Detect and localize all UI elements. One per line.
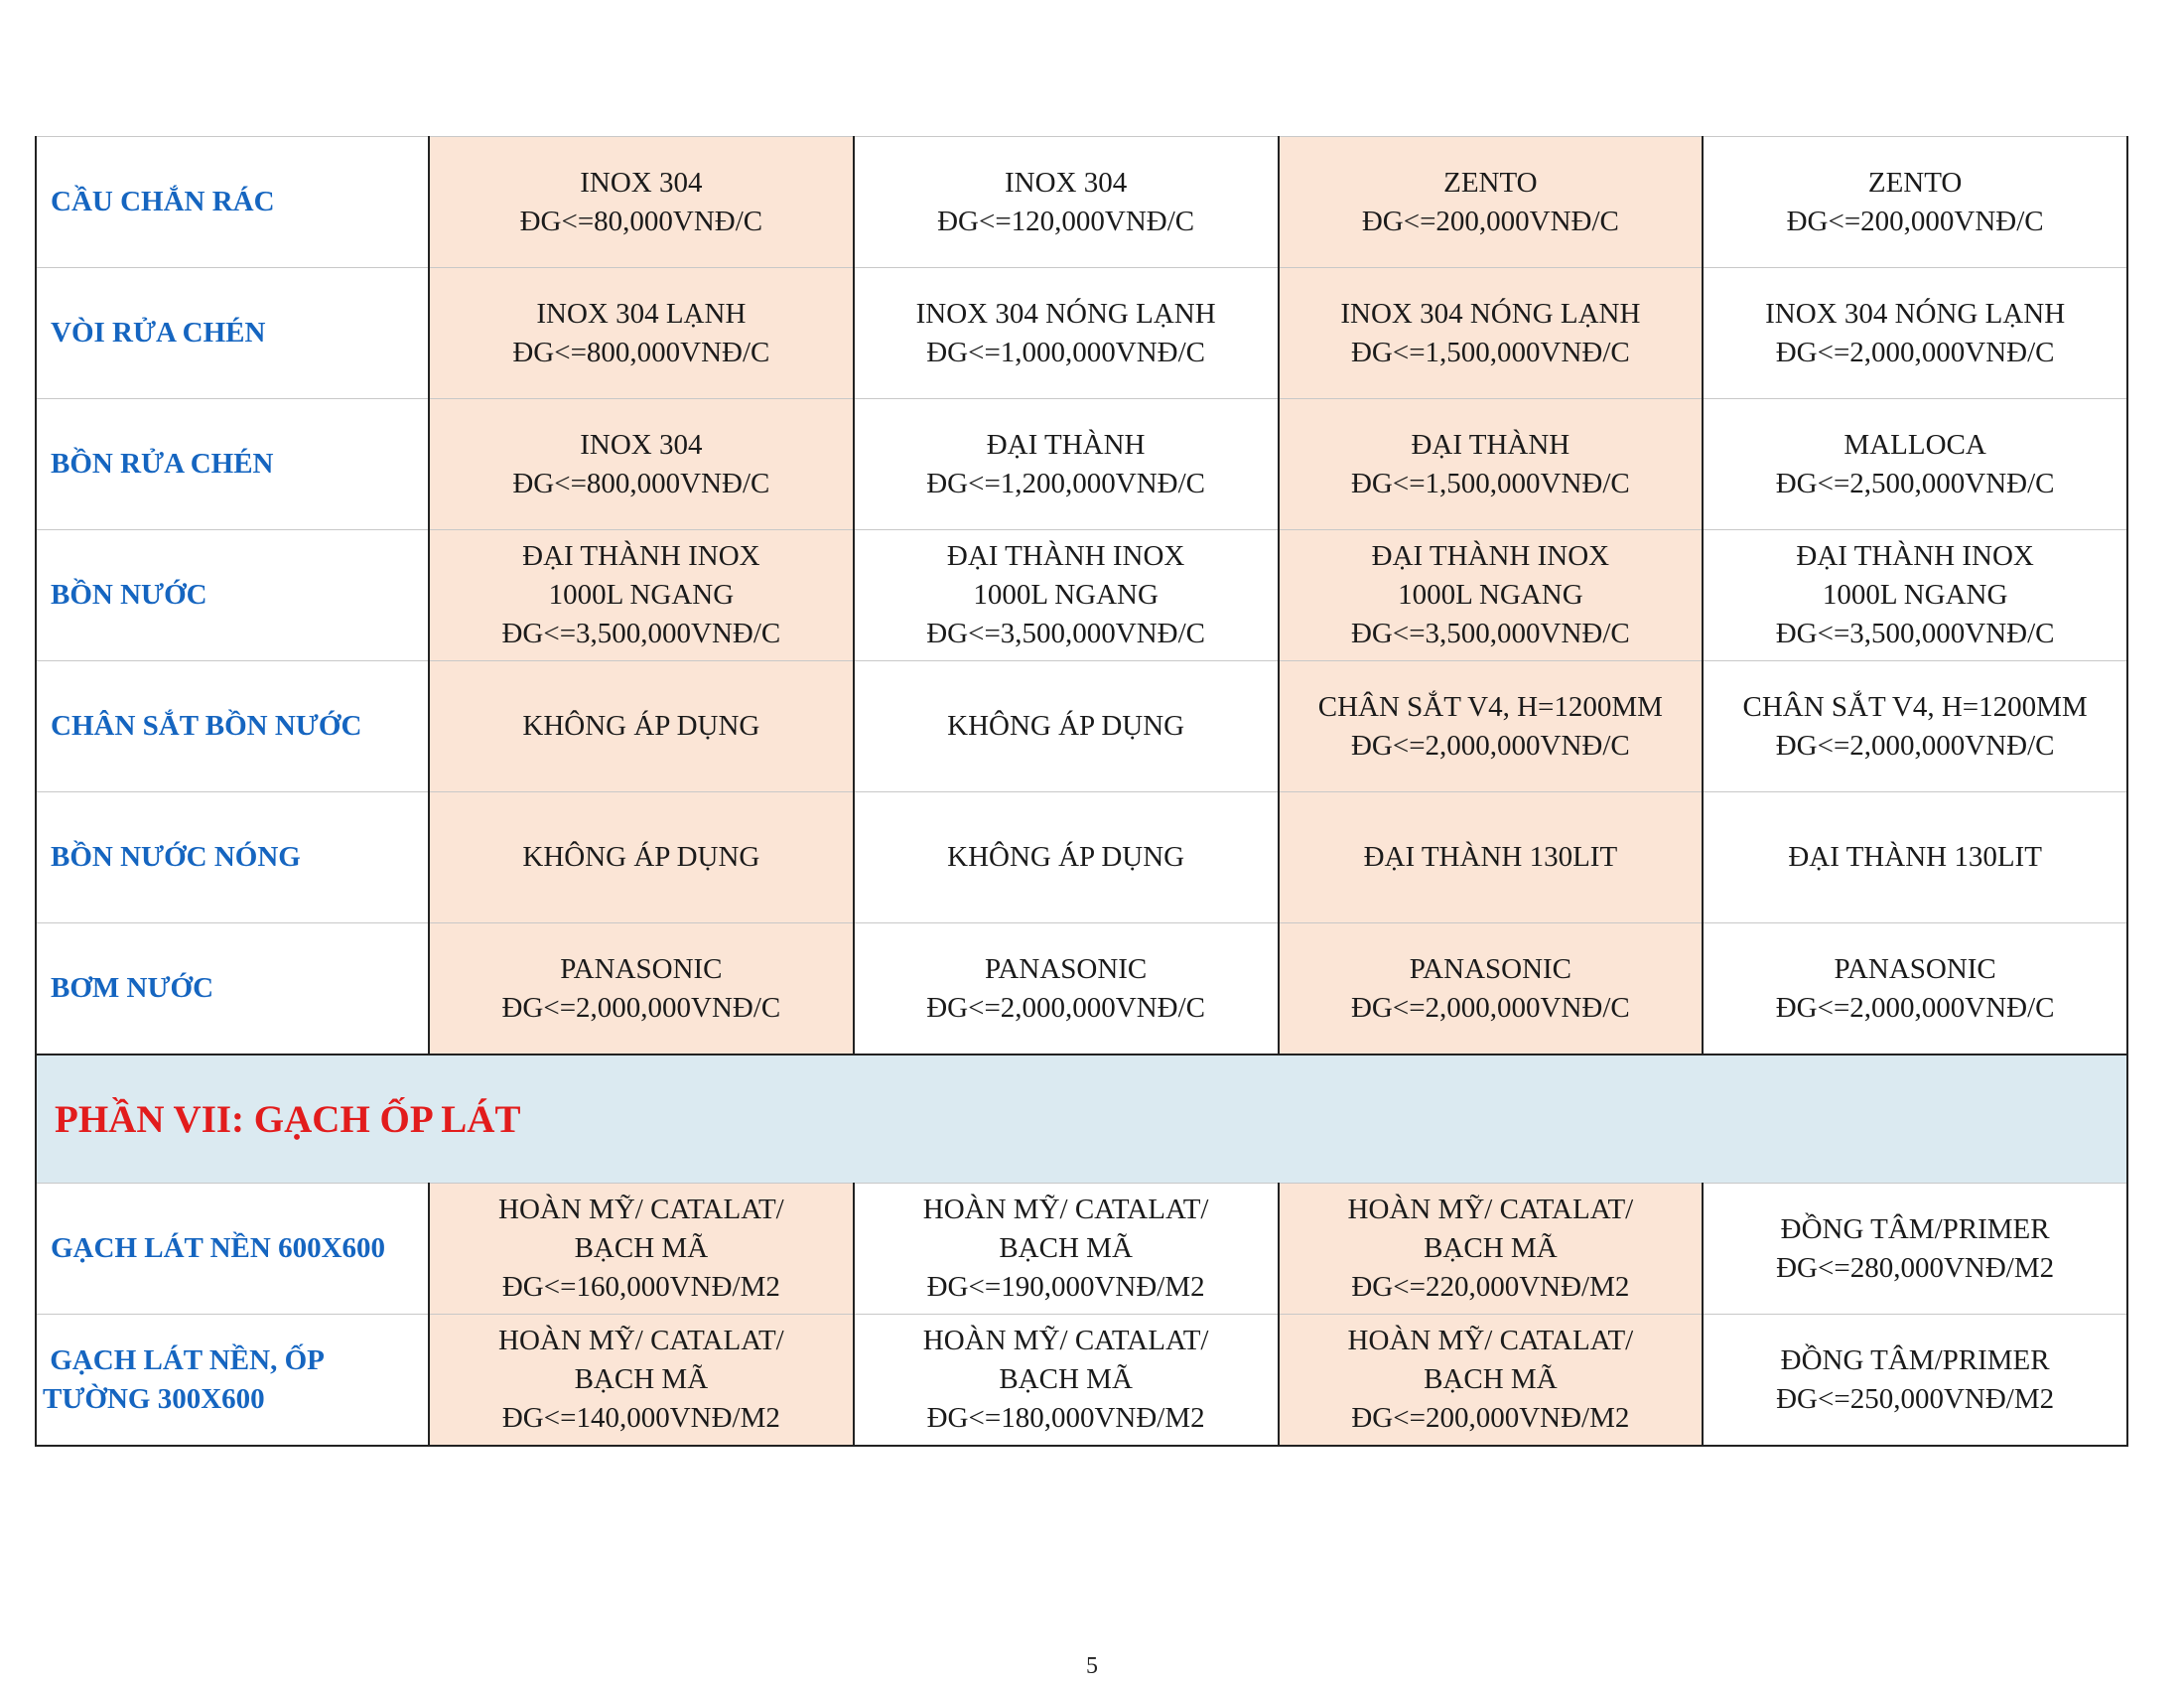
cell-line: ĐG<=3,500,000VNĐ/C [1350, 618, 1630, 649]
cell-line: ZENTO [1867, 166, 1963, 199]
cell-line: INOX 304 [580, 428, 703, 461]
cell-line: ĐG<=2,000,000VNĐ/C [1350, 991, 1630, 1024]
cell-line: ĐẠI THÀNH 130LIT [1788, 841, 2042, 873]
section-header-row [36, 1055, 2127, 1184]
table-row [36, 137, 2127, 268]
cell-line: INOX 304 LẠNH [536, 297, 747, 330]
cell-line: BẠCH MÃ [999, 1363, 1133, 1395]
label-line: TƯỜNG 300X600 [43, 1382, 265, 1415]
cell-line: ĐG<=3,500,000VNĐ/C [926, 618, 1206, 649]
cell-line: ĐG<=280,000VNĐ/M2 [1776, 1251, 2055, 1284]
row-label: BỒN NƯỚC [36, 530, 429, 661]
option-3-cell [1279, 1315, 1704, 1447]
cell-line: KHÔNG ÁP DỤNG [947, 841, 1185, 873]
cell-line: HOÀN MỸ/ CATALAT/ [498, 1194, 784, 1225]
cell-line: ĐG<=2,000,000VNĐ/C [1775, 729, 2055, 762]
cell-line: ĐẠI THÀNH [986, 428, 1146, 461]
cell-line: ĐG<=200,000VNĐ/C [1786, 205, 2044, 237]
label-line: GẠCH LÁT NỀN 600X600 [51, 1232, 386, 1264]
cell-line: ĐỒNG TÂM/PRIMER [1780, 1212, 2050, 1245]
table-row [36, 399, 2127, 530]
cell-line: KHÔNG ÁP DỤNG [947, 710, 1185, 742]
cell-line: ĐẠI THÀNH [1411, 428, 1570, 461]
table-row [36, 1184, 2127, 1315]
cell-line: ĐG<=220,000VNĐ/M2 [1351, 1271, 1630, 1303]
cell-line: INOX 304 [1005, 166, 1128, 199]
option-3-cell [1279, 137, 1704, 268]
cell-line: INOX 304 NÓNG LẠNH [1340, 297, 1641, 330]
cell-line: BẠCH MÃ [999, 1232, 1133, 1264]
option-2-cell [854, 137, 1279, 268]
cell-line: ĐG<=3,500,000VNĐ/C [501, 618, 781, 649]
option-4-cell [1703, 923, 2127, 1055]
cell-line: ĐG<=800,000VNĐ/C [512, 467, 770, 499]
cell-line: HOÀN MỸ/ CATALAT/ [922, 1325, 1209, 1356]
option-1-cell [429, 268, 854, 399]
cell-line: ĐG<=1,500,000VNĐ/C [1350, 336, 1630, 368]
cell-line: BẠCH MÃ [1424, 1363, 1558, 1395]
cell-line: ĐG<=180,000VNĐ/M2 [926, 1402, 1205, 1434]
option-1-cell [429, 1184, 854, 1315]
option-4-cell [1703, 399, 2127, 530]
option-4-cell [1703, 792, 2127, 923]
row-label: VÒI RỬA CHÉN [36, 268, 429, 399]
cell-line: ĐG<=140,000VNĐ/M2 [501, 1402, 780, 1434]
option-3-cell [1279, 399, 1704, 530]
cell-line: ĐG<=1,500,000VNĐ/C [1350, 467, 1630, 499]
option-2-cell [854, 268, 1279, 399]
row-label: BƠM NƯỚC [36, 923, 429, 1055]
cell-line: INOX 304 NÓNG LẠNH [915, 297, 1216, 330]
cell-line: ĐG<=2,000,000VNĐ/C [501, 991, 781, 1024]
cell-line: 1000L NGANG [1398, 579, 1583, 611]
cell-line: ĐẠI THÀNH INOX [1796, 540, 2034, 572]
spec-table [35, 136, 2128, 1447]
cell-line: PANASONIC [984, 952, 1148, 985]
cell-line: HOÀN MỸ/ CATALAT/ [1347, 1325, 1634, 1356]
option-4-cell [1703, 1315, 2127, 1447]
cell-line: 1000L NGANG [1822, 579, 2008, 611]
cell-line: CHÂN SẮT V4, H=1200MM [1317, 690, 1663, 723]
cell-line: HOÀN MỸ/ CATALAT/ [1347, 1194, 1634, 1225]
table-row [36, 792, 2127, 923]
option-1-cell [429, 792, 854, 923]
cell-line: BẠCH MÃ [574, 1232, 709, 1264]
cell-line: ĐG<=250,000VNĐ/M2 [1776, 1382, 2055, 1415]
table-row [36, 1315, 2127, 1447]
cell-line: BẠCH MÃ [1424, 1232, 1558, 1264]
row-label: CẦU CHẮN RÁC [36, 137, 429, 268]
option-1-cell [429, 137, 854, 268]
cell-line: CHÂN SẮT V4, H=1200MM [1742, 690, 2088, 723]
option-4-cell [1703, 530, 2127, 661]
option-2-cell [854, 792, 1279, 923]
option-2-cell [854, 399, 1279, 530]
row-label: CHÂN SẮT BỒN NƯỚC [36, 661, 429, 792]
option-2-cell [854, 530, 1279, 661]
option-4-cell [1703, 268, 2127, 399]
cell-line: 1000L NGANG [973, 579, 1159, 611]
cell-line: ĐG<=160,000VNĐ/M2 [501, 1271, 780, 1303]
cell-line: ĐẠI THÀNH INOX [1371, 540, 1610, 572]
cell-line: ZENTO [1443, 166, 1538, 199]
option-1-cell [429, 399, 854, 530]
cell-line: ĐG<=1,000,000VNĐ/C [926, 336, 1206, 368]
table-row [36, 661, 2127, 792]
cell-line: PANASONIC [560, 952, 723, 985]
cell-line: ĐG<=3,500,000VNĐ/C [1775, 618, 2055, 649]
cell-line: ĐG<=2,000,000VNĐ/C [1775, 991, 2055, 1024]
cell-line: ĐG<=190,000VNĐ/M2 [926, 1271, 1205, 1303]
cell-line: INOX 304 NÓNG LẠNH [1765, 297, 2066, 330]
page-number: 5 [1086, 1653, 1098, 1679]
cell-line: ĐG<=200,000VNĐ/M2 [1351, 1402, 1630, 1434]
label-line: GẠCH LÁT NỀN, ỐP [43, 1343, 325, 1376]
cell-line: ĐG<=2,000,000VNĐ/C [1350, 729, 1630, 762]
option-4-cell [1703, 137, 2127, 268]
table-row [36, 530, 2127, 661]
option-3-cell [1279, 530, 1704, 661]
option-3-cell [1279, 923, 1704, 1055]
cell-line: ĐG<=200,000VNĐ/C [1361, 205, 1619, 237]
cell-line: ĐG<=120,000VNĐ/C [937, 205, 1195, 237]
option-2-cell [854, 1184, 1279, 1315]
cell-line: PANASONIC [1409, 952, 1572, 985]
table-row [36, 268, 2127, 399]
row-label [36, 1184, 429, 1315]
cell-line: ĐG<=2,000,000VNĐ/C [926, 991, 1206, 1024]
option-1-cell [429, 530, 854, 661]
option-1-cell [429, 1315, 854, 1447]
cell-line: INOX 304 [580, 166, 703, 199]
row-label: BỒN RỬA CHÉN [36, 399, 429, 530]
option-4-cell [1703, 661, 2127, 792]
option-3-cell [1279, 661, 1704, 792]
option-3-cell [1279, 268, 1704, 399]
cell-line: HOÀN MỸ/ CATALAT/ [922, 1194, 1209, 1225]
table-row [36, 923, 2127, 1055]
option-1-cell [429, 661, 854, 792]
cell-line: MALLOCA [1843, 428, 1986, 461]
cell-line: ĐG<=2,000,000VNĐ/C [1775, 336, 2055, 368]
row-label: BỒN NƯỚC NÓNG [36, 792, 429, 923]
cell-line: KHÔNG ÁP DỤNG [522, 710, 760, 742]
cell-line: BẠCH MÃ [574, 1363, 709, 1395]
option-3-cell [1279, 1184, 1704, 1315]
cell-line: ĐỒNG TÂM/PRIMER [1780, 1343, 2050, 1376]
cell-line: ĐẠI THÀNH 130LIT [1363, 841, 1618, 873]
option-2-cell [854, 923, 1279, 1055]
cell-line: KHÔNG ÁP DỤNG [522, 841, 760, 873]
option-1-cell [429, 923, 854, 1055]
cell-line: ĐẠI THÀNH INOX [522, 540, 760, 572]
cell-line: ĐG<=80,000VNĐ/C [519, 205, 763, 237]
cell-line: 1000L NGANG [548, 579, 735, 611]
cell-line: PANASONIC [1834, 952, 1996, 985]
option-3-cell [1279, 792, 1704, 923]
cell-line: ĐẠI THÀNH INOX [946, 540, 1185, 572]
cell-line: ĐG<=1,200,000VNĐ/C [926, 467, 1206, 499]
row-label [36, 1315, 429, 1447]
cell-line: ĐG<=2,500,000VNĐ/C [1775, 467, 2055, 499]
cell-line: ĐG<=800,000VNĐ/C [512, 336, 770, 368]
section-title: PHẦN VII: GẠCH ỐP LÁT [36, 1055, 2127, 1184]
option-2-cell [854, 661, 1279, 792]
cell-line: HOÀN MỸ/ CATALAT/ [498, 1325, 784, 1356]
option-2-cell [854, 1315, 1279, 1447]
option-4-cell [1703, 1184, 2127, 1315]
